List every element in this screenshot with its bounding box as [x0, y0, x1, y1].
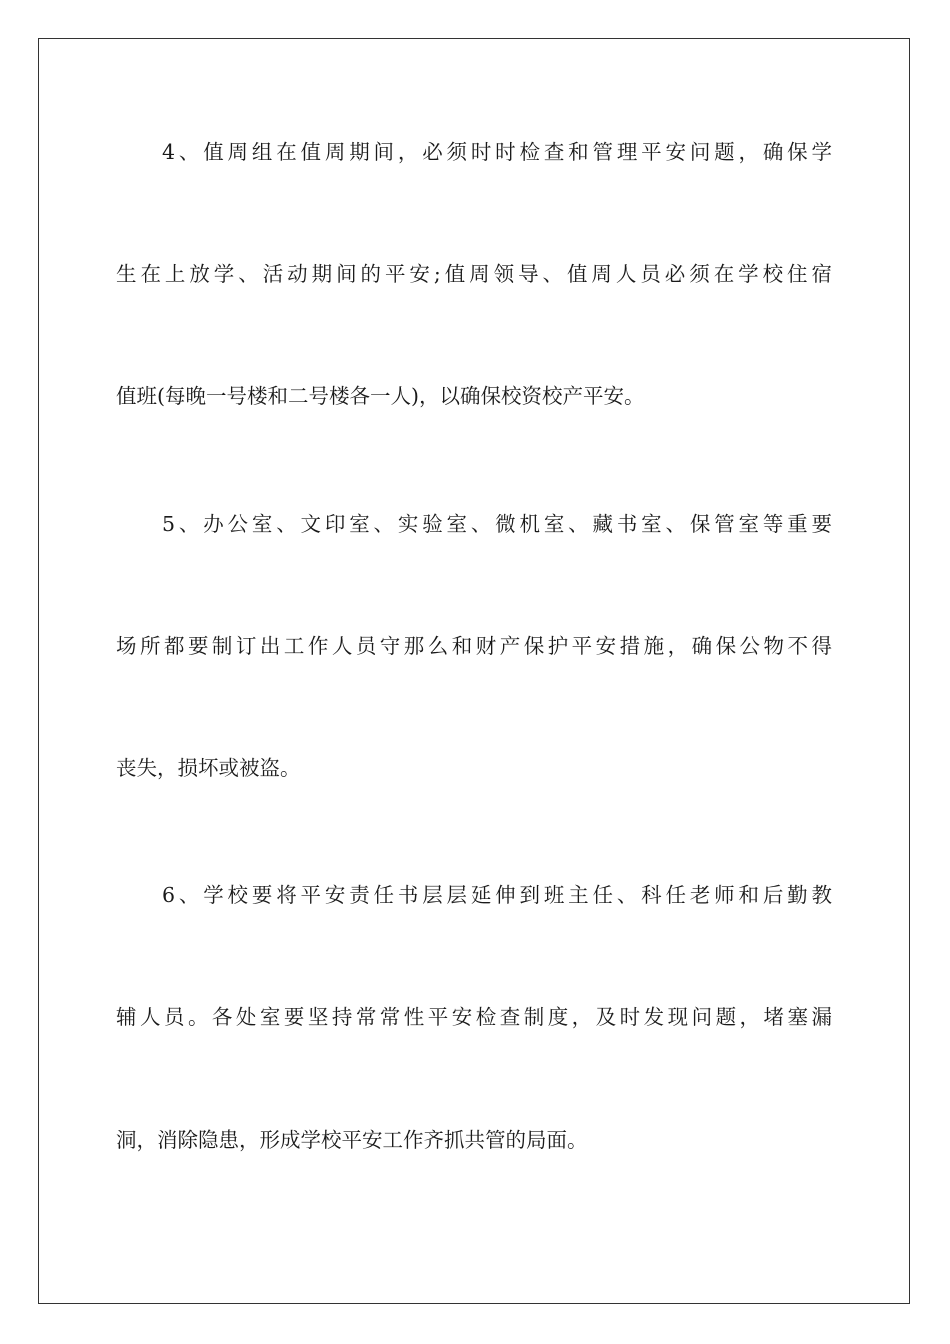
paragraph-5-line-1: 5、办公室、文印室、实验室、微机室、藏书室、保管室等重要 [162, 512, 832, 536]
paragraph-6-line-1: 6、学校要将平安责任书层层延伸到班主任、科任老师和后勤教 [162, 883, 832, 907]
paragraph-5-line-2: 场所都要制订出工作人员守那么和财产保护平安措施，确保公物不得 [116, 634, 832, 658]
paragraph-4-line-2: 生在上放学、活动期间的平安;值周领导、值周人员必须在学校住宿 [116, 262, 832, 286]
paragraph-4-line-1: 4、值周组在值周期间，必须时时检查和管理平安问题，确保学 [162, 140, 832, 164]
page-border [38, 38, 910, 1304]
paragraph-6-line-2: 辅人员。各处室要坚持常常性平安检查制度，及时发现问题，堵塞漏 [116, 1005, 832, 1029]
paragraph-6-line-3: 洞，消除隐患，形成学校平安工作齐抓共管的局面。 [116, 1128, 588, 1152]
paragraph-5-line-3: 丧失，损坏或被盗。 [116, 756, 301, 780]
paragraph-4-line-3: 值班(每晚一号楼和二号楼各一人)，以确保校资校产平安。 [116, 384, 645, 408]
